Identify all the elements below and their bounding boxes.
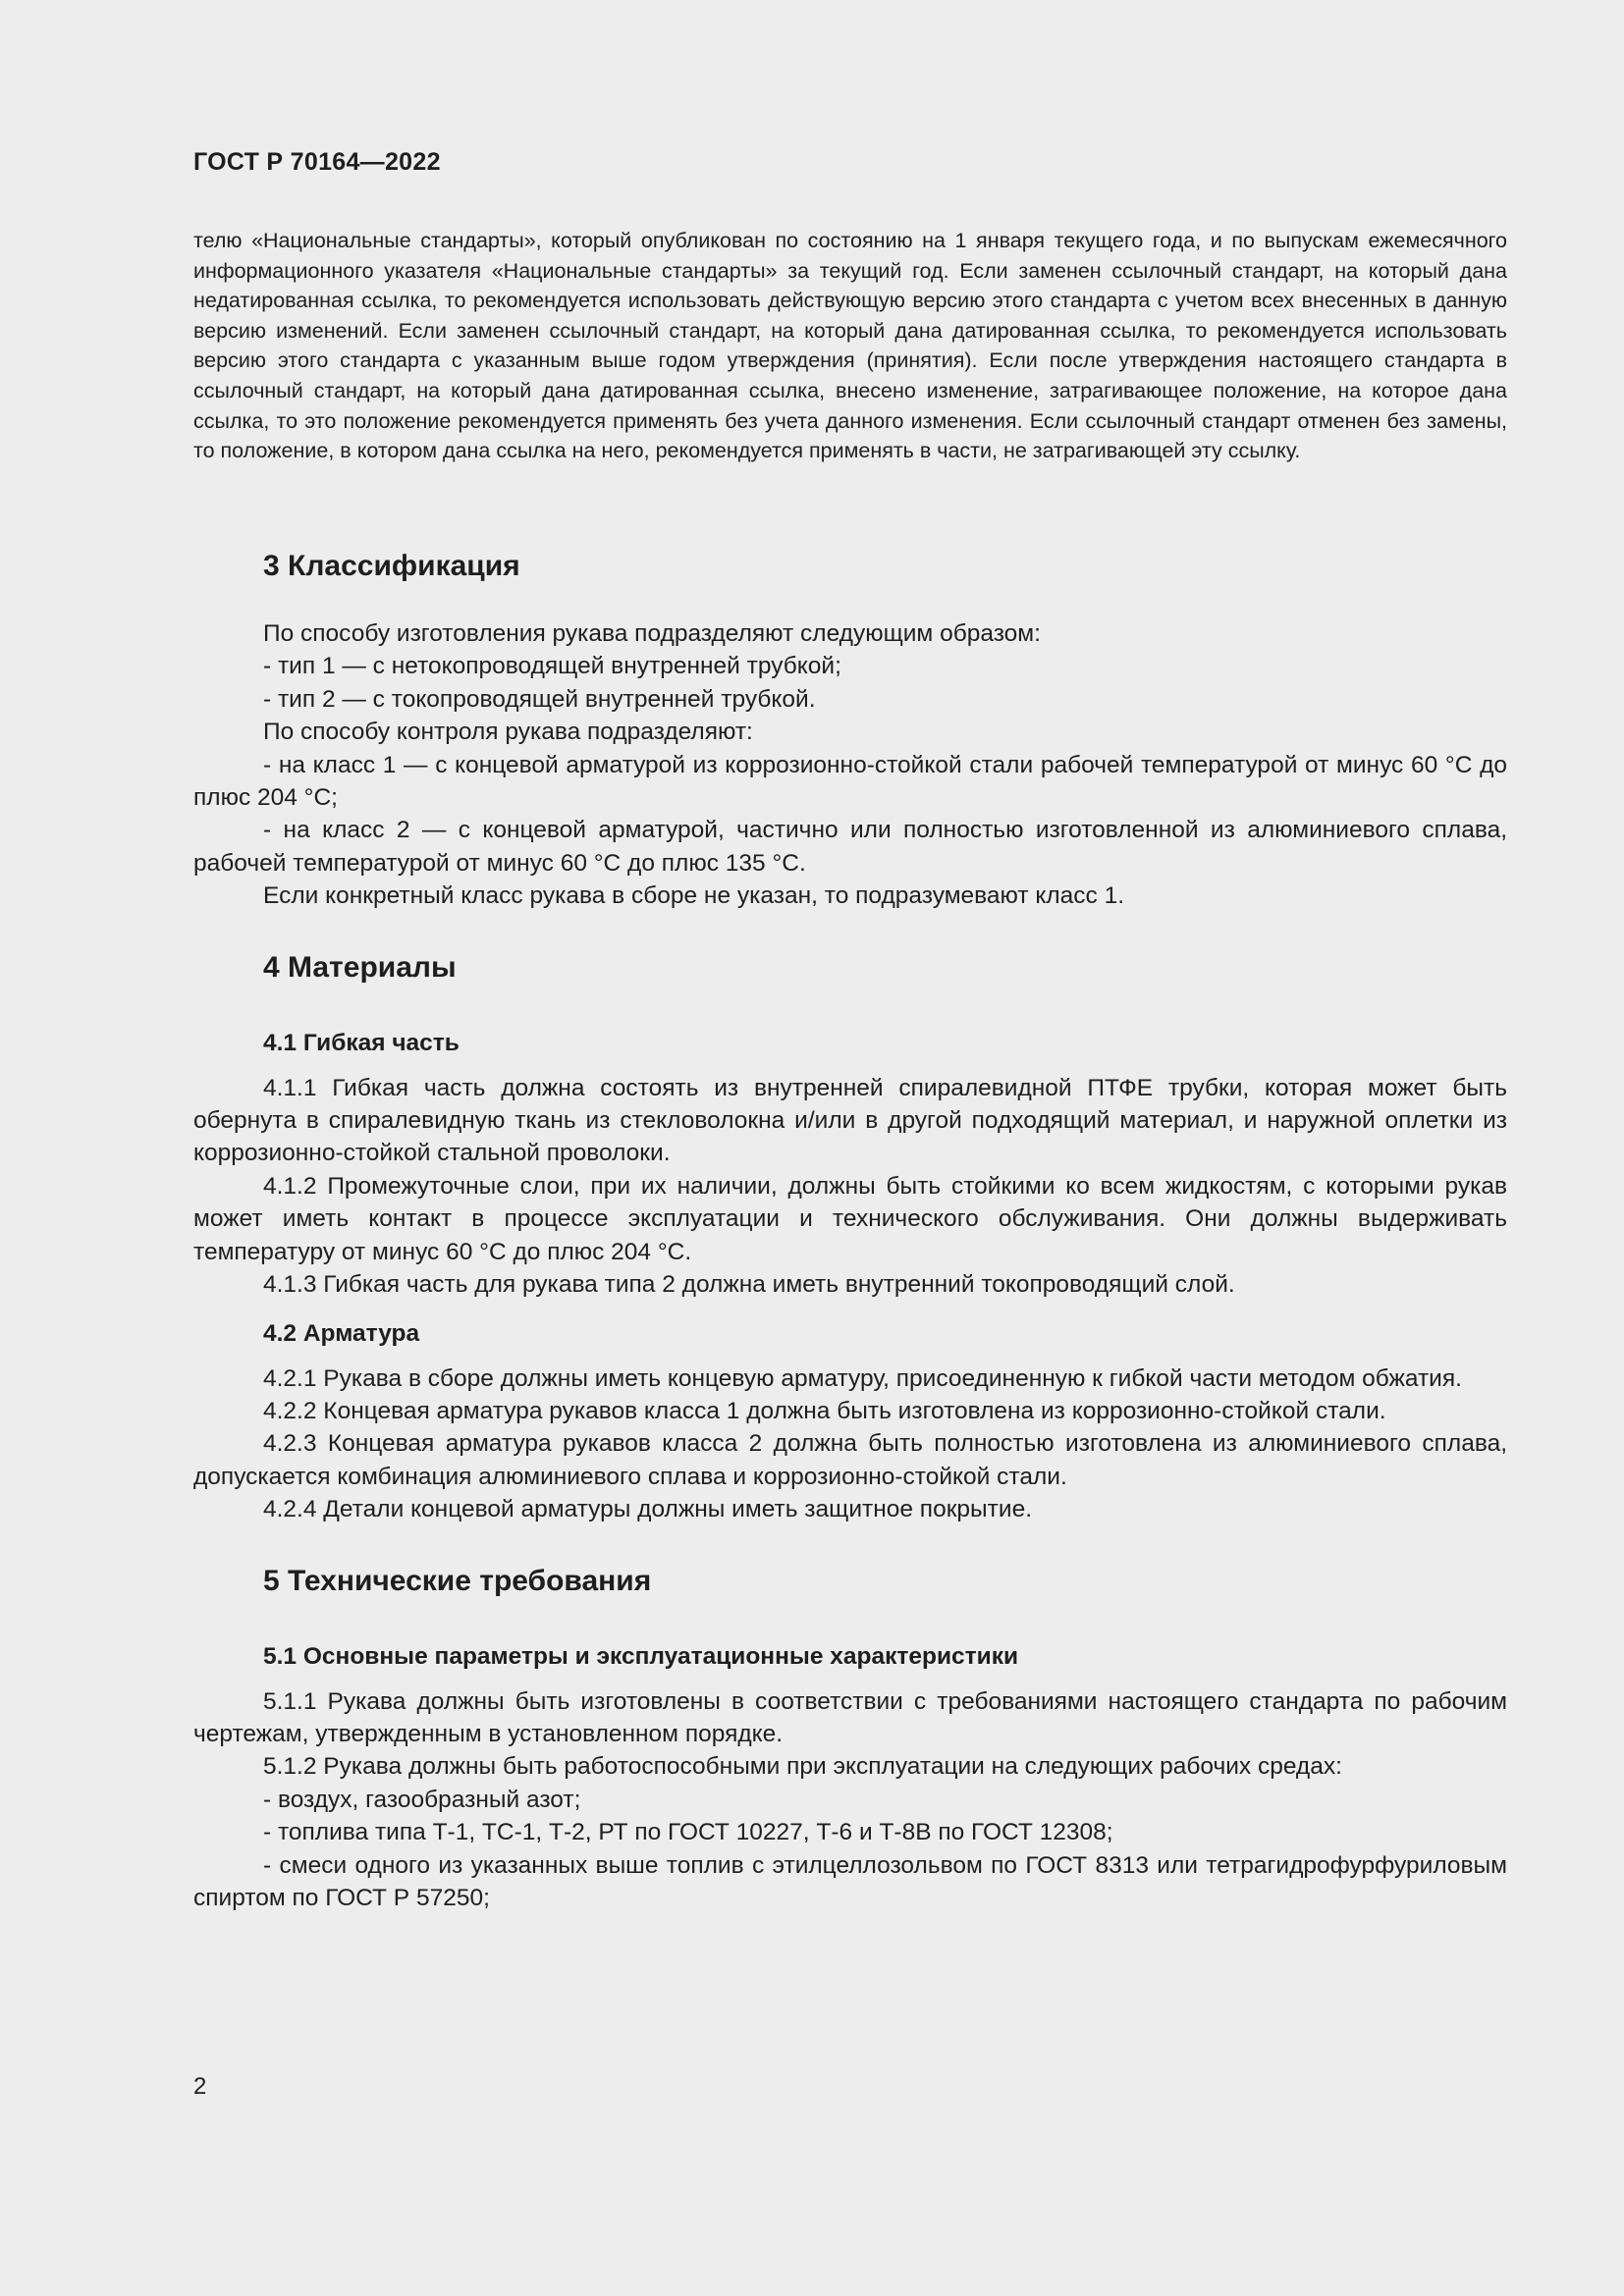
paragraph: 4.1.3 Гибкая часть для рукава типа 2 должна иметь внутренний токопроводящий слой. xyxy=(263,1271,1235,1299)
subsection-5-1-title: 5.1 Основные параметры и эксплуатационные характеристики xyxy=(263,1642,1019,1670)
paragraph: 4.1.1 Гибкая часть должна состоять из внутренней спиралевидной ПТФЕ трубки, которая может быть обернута в спиралевидную ткань из стекловолокна и/или в другой подходящий материал, и наружной оплетки из коррозионно-стойкой стальной проволоки. xyxy=(193,1074,1507,1167)
paragraph: 4.2.2 Концевая арматура рукавов класса 1 должна быть изготовлена из коррозионно-стойкой стали. xyxy=(263,1397,1386,1424)
paragraph: По способу контроля рукава подразделяют: xyxy=(263,719,753,746)
section-4-title: 4 Материалы xyxy=(263,950,457,984)
intro-paragraph: телю «Национальные стандарты», который опубликован по состоянию на 1 января текущего года, и по выпускам ежемесячного информационного указателя «Национальные стандарты» за текущий год. Если заменен ссылочный стандарт, на который дана недатированная ссылка, то рекомендуется использовать действующую версию этого стандарта с учетом всех внесенных в данную версию изменений. Если заменен ссылочный стандарт, на который дана датированная ссылка, то рекомендуется использовать версию этого стандарта с указанным выше годом утверждения (принятия). Если после утверждения настоящего стандарта в ссылочный стандарт, на который дана датированная ссылка, внесено изменение, затрагивающее положение, на которое дана ссылка, то это положение рекомендуется применять без учета данного изменения. Если ссылочный стандарт отменен без замены, то положение, в котором дана ссылка на него, рекомендуется применять в части, не затрагивающей эту ссылку. xyxy=(193,229,1507,463)
paragraph: 4.2.4 Детали концевой арматуры должны иметь защитное покрытие. xyxy=(263,1496,1032,1523)
paragraph: 5.1.1 Рукава должны быть изготовлены в соответствии с требованиями настоящего стандарта по рабочим чертежам, утвержденным в установленном порядке. xyxy=(193,1687,1507,1747)
paragraph: 5.1.2 Рукава должны быть работоспособными при эксплуатации на следующих рабочих средах: xyxy=(263,1753,1342,1781)
paragraph: 4.2.3 Концевая арматура рукавов класса 2 должна быть полностью изготовлена из алюминиевого сплава, допускается комбинация алюминиевого сплава и коррозионно-стойкой стали. xyxy=(193,1430,1507,1490)
paragraph: По способу изготовления рукава подразделяют следующим образом: xyxy=(263,620,1041,647)
list-item: - тип 2 — с токопроводящей внутренней трубкой. xyxy=(263,685,816,713)
list-item: - на класс 2 — с концевой арматурой, частично или полностью изготовленной из алюминиевого сплава, рабочей температурой от минус 60 °С до плюс 135 °С. xyxy=(193,817,1507,877)
list-item: - воздух, газообразный азот; xyxy=(263,1786,581,1813)
section-5-title: 5 Технические требования xyxy=(263,1564,652,1597)
list-item: - топлива типа Т-1, ТС-1, Т-2, РТ по ГОСТ 10227, Т-6 и Т-8В по ГОСТ 12308; xyxy=(263,1819,1113,1846)
subsection-4-1-title: 4.1 Гибкая часть xyxy=(263,1029,460,1056)
page-number: 2 xyxy=(193,2073,207,2100)
paragraph: 4.1.2 Промежуточные слои, при их наличии, должны быть стойкими ко всем жидкостям, с которыми рукав может иметь контакт в процессе эксплуатации и технического обслуживания. Они должны выдерживать температуру от минус 60 °С до плюс 204 °С. xyxy=(193,1172,1507,1265)
list-item: - тип 1 — с нетокопроводящей внутренней трубкой; xyxy=(263,653,841,680)
subsection-4-2-title: 4.2 Арматура xyxy=(263,1319,420,1347)
list-item: - на класс 1 — с концевой арматурой из коррозионно-стойкой стали рабочей температурой от минус 60 °С до плюс 204 °С; xyxy=(193,751,1507,812)
paragraph: Если конкретный класс рукава в сборе не указан, то подразумевают класс 1. xyxy=(263,882,1125,910)
section-3-title: 3 Классификация xyxy=(263,550,520,582)
paragraph: 4.2.1 Рукава в сборе должны иметь концевую арматуру, присоединенную к гибкой части методом обжатия. xyxy=(263,1364,1462,1392)
main-content xyxy=(193,547,1507,1914)
list-item: - смеси одного из указанных выше топлив с этилцеллозольвом по ГОСТ 8313 или тетрагидрофурфуриловым спиртом по ГОСТ Р 57250; xyxy=(193,1851,1507,1911)
document-header: ГОСТ Р 70164—2022 xyxy=(193,148,441,176)
